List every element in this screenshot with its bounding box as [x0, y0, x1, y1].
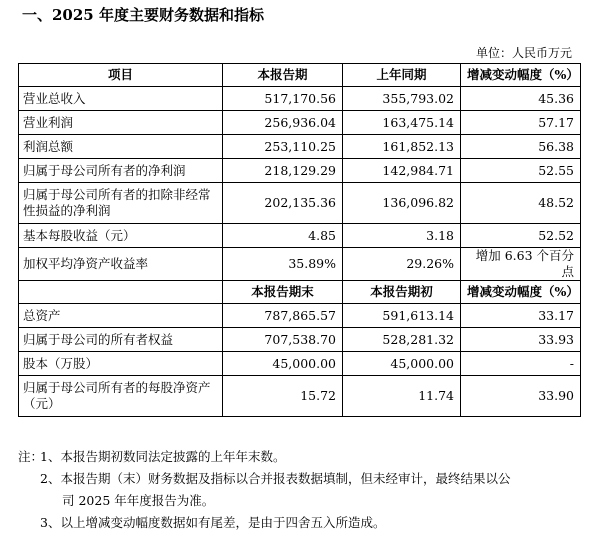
row-label: 总资产 — [19, 304, 223, 328]
header-item: 项目 — [19, 64, 223, 87]
change-value: 56.38 — [461, 135, 581, 159]
table-header-row — [19, 64, 581, 87]
table-row — [19, 304, 581, 328]
footnotes — [18, 446, 596, 534]
table-row — [19, 328, 581, 352]
footnote-prefix: 注： — [18, 449, 44, 464]
current-value: 256,936.04 — [223, 111, 343, 135]
current-value: 517,170.56 — [223, 87, 343, 111]
current-value: 35.89% — [223, 248, 343, 281]
row-label: 股本（万股） — [19, 352, 223, 376]
footnote-text: 1、本报告期初数同法定披露的上年年末数。 — [40, 449, 286, 464]
prior-value: 163,475.14 — [343, 111, 461, 135]
change-value: 增加 6.63 个百分点 — [461, 248, 581, 281]
change-value: 57.17 — [461, 111, 581, 135]
table-row — [19, 352, 581, 376]
current-value: 45,000.00 — [223, 352, 343, 376]
change-value: 33.90 — [461, 376, 581, 417]
current-value: 4.85 — [223, 224, 343, 248]
header-period-end: 本报告期末 — [223, 281, 343, 304]
current-value: 707,538.70 — [223, 328, 343, 352]
prior-value: 45,000.00 — [343, 352, 461, 376]
prior-value: 355,793.02 — [343, 87, 461, 111]
section-heading: 一、2025 年度主要财务数据和指标 — [22, 6, 264, 24]
prior-value: 3.18 — [343, 224, 461, 248]
prior-value: 11.74 — [343, 376, 461, 417]
change-value: 45.36 — [461, 87, 581, 111]
row-label: 归属于母公司所有者的扣除非经常性损益的净利润 — [19, 183, 223, 224]
current-value: 15.72 — [223, 376, 343, 417]
footnote-1 — [18, 446, 596, 468]
row-label: 利润总额 — [19, 135, 223, 159]
prior-value: 29.26% — [343, 248, 461, 281]
row-label: 基本每股收益（元） — [19, 224, 223, 248]
header-change-pct: 增减变动幅度（%） — [461, 64, 581, 87]
table-row — [19, 111, 581, 135]
footnote-3: 3、以上增减变动幅度数据如有尾差，是由于四舍五入所造成。 — [40, 515, 386, 530]
header-prior-period: 上年同期 — [343, 64, 461, 87]
current-value: 202,135.36 — [223, 183, 343, 224]
table-row — [19, 87, 581, 111]
table-row — [19, 248, 581, 281]
header-change-pct: 增减变动幅度（%） — [461, 281, 581, 304]
table-row — [19, 159, 581, 183]
row-label: 营业总收入 — [19, 87, 223, 111]
current-value: 218,129.29 — [223, 159, 343, 183]
prior-value: 591,613.14 — [343, 304, 461, 328]
change-value: 48.52 — [461, 183, 581, 224]
footnote-2: 2、本报告期（末）财务数据及指标以合并报表数据填制，但未经审计，最终结果以公 — [40, 471, 511, 486]
prior-value: 161,852.13 — [343, 135, 461, 159]
unit-label: 单位：人民币万元 — [475, 46, 572, 60]
financial-data-table — [18, 63, 581, 417]
table-row — [19, 376, 581, 417]
table-row — [19, 224, 581, 248]
row-label: 归属于母公司的所有者权益 — [19, 328, 223, 352]
row-label: 归属于母公司所有者的每股净资产（元） — [19, 376, 223, 417]
table-row — [19, 183, 581, 224]
header-current-period: 本报告期 — [223, 64, 343, 87]
current-value: 787,865.57 — [223, 304, 343, 328]
footnote-2-continued: 司 2025 年年度报告为准。 — [62, 493, 215, 508]
row-label: 营业利润 — [19, 111, 223, 135]
table-row — [19, 135, 581, 159]
prior-value: 136,096.82 — [343, 183, 461, 224]
row-label: 加权平均净资产收益率 — [19, 248, 223, 281]
prior-value: 142,984.71 — [343, 159, 461, 183]
change-value: 52.52 — [461, 224, 581, 248]
prior-value: 528,281.32 — [343, 328, 461, 352]
current-value: 253,110.25 — [223, 135, 343, 159]
change-value: 33.17 — [461, 304, 581, 328]
change-value: 33.93 — [461, 328, 581, 352]
change-value: 52.55 — [461, 159, 581, 183]
change-value: - — [461, 352, 581, 376]
subheader-blank — [19, 281, 223, 304]
table-subheader-row — [19, 281, 581, 304]
header-period-start: 本报告期初 — [343, 281, 461, 304]
row-label: 归属于母公司所有者的净利润 — [19, 159, 223, 183]
